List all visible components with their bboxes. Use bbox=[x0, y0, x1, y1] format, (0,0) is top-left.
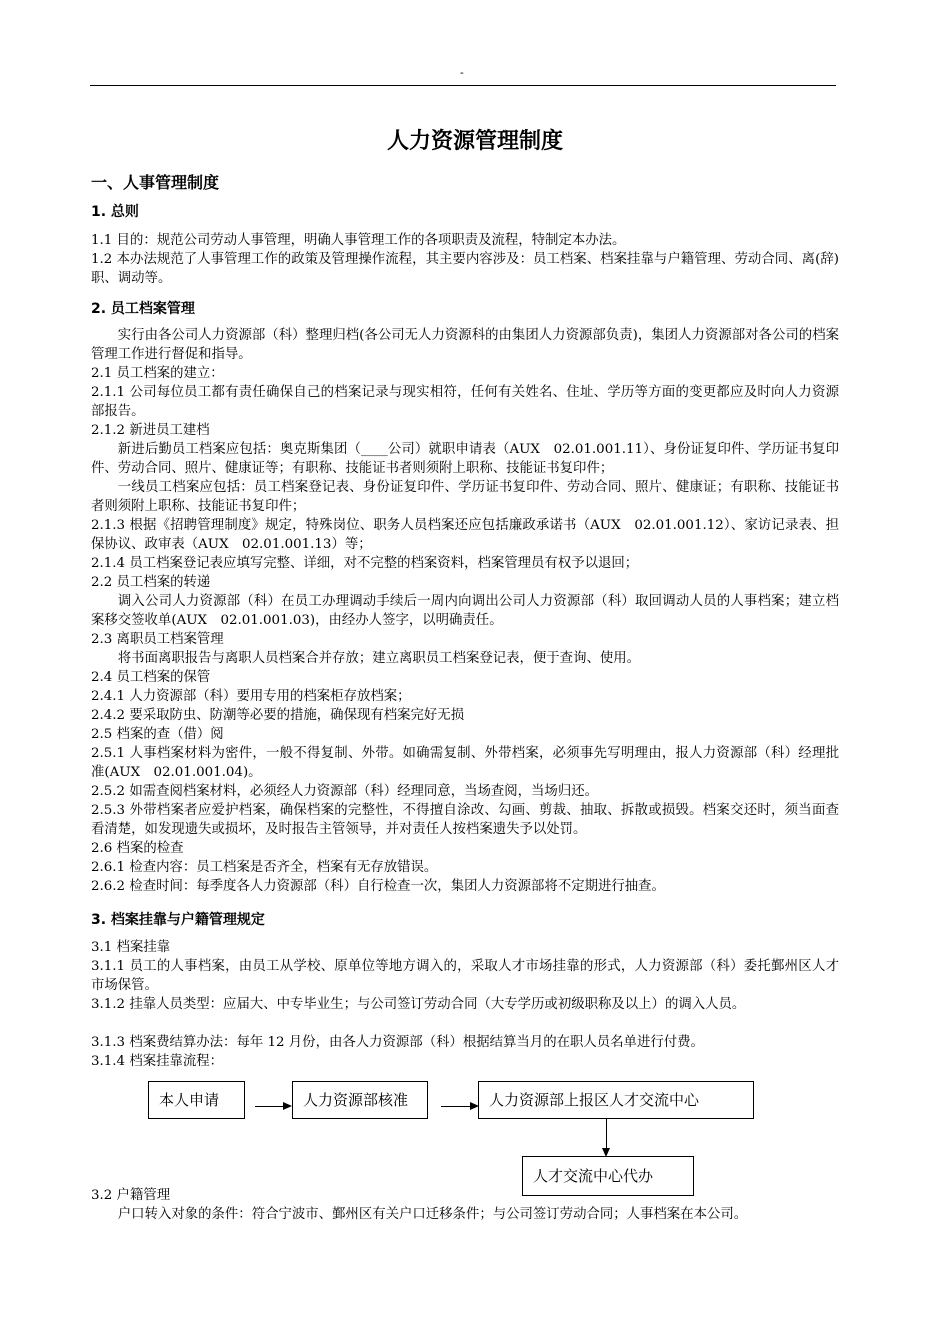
paragraph-2-5: 2.5 档案的查（借）阅 bbox=[91, 727, 224, 742]
paragraph-archives-intro: 实行由各公司人力资源部（科）整理归档(各公司无人力资源科的由集团人力资源部负责)，集团人力资源部对各公司的档案管理工作进行督促和指导。 bbox=[91, 328, 839, 362]
paragraph-purpose: 1.1 目的：规范公司劳动人事管理，明确人事管理工作的各项职责及流程，特制定本办法。 bbox=[91, 233, 626, 248]
heading-general: 1. 总则 bbox=[91, 204, 139, 220]
paragraph-2-6-1: 2.6.1 检查内容：员工档案是否齐全，档案有无存放错误。 bbox=[91, 860, 438, 875]
paragraph-2-1-1: 2.1.1 公司每位员工都有责任确保自己的档案记录与现实相符，任何有关姓名、住址、学历等方面的变更都应及时向人力资源部报告。 bbox=[91, 385, 839, 419]
paragraph-frontline-archive: 一线员工档案应包括：员工档案登记表、身份证复印件、学历证书复印件、劳动合同、照片、健康证；有职称、技能证书者则须附上职称、技能证书复印件； bbox=[91, 480, 839, 514]
paragraph-2-1-3: 2.1.3 根据《招聘管理制度》规定，特殊岗位、职务人员档案还应包括廉政承诺书（AUX 02.01.001.12）、家访记录表、担保协议、政审表（AUX 02.01.001.13）等； bbox=[91, 518, 839, 552]
header-rule bbox=[90, 85, 836, 86]
flow-step-apply: 本人申请 bbox=[148, 1081, 245, 1119]
paragraph-2-2: 2.2 员工档案的转递 bbox=[91, 575, 211, 590]
paragraph-2-4-2: 2.4.2 要采取防虫、防潮等必要的措施，确保现有档案完好无损 bbox=[91, 708, 465, 723]
document-title: 人力资源管理制度 bbox=[386, 129, 563, 154]
paragraph-2-6-2: 2.6.2 检查时间：每季度各人力资源部（科）自行检查一次，集团人力资源部将不定期进行抽查。 bbox=[91, 879, 665, 894]
paragraph-2-1-4: 2.1.4 员工档案登记表应填写完整、详细，对不完整的档案资料，档案管理员有权予以退回； bbox=[91, 556, 639, 571]
heading-employee-archives: 2. 员工档案管理 bbox=[91, 301, 195, 317]
paragraph-2-5-2: 2.5.2 如需查阅档案材料，必须经人力资源部（科）经理同意，当场查阅，当场归还。 bbox=[91, 784, 598, 799]
flow-arrow-1-icon bbox=[255, 1106, 290, 1107]
paragraph-household: 户口转入对象的条件：符合宁波市、鄞州区有关户口迁移条件；与公司签订劳动合同；人事档案在本公司。 bbox=[117, 1207, 748, 1222]
paragraph-3-1-1: 3.1.1 员工的人事档案，由员工从学校、原单位等地方调入的，采取人才市场挂靠的形式，人力资源部（科）委托鄞州区人才市场保管。 bbox=[91, 959, 839, 993]
paragraph-2-1-2: 2.1.2 新进员工建档 bbox=[91, 423, 210, 438]
flow-step-center-handles: 人才交流中心代办 bbox=[522, 1156, 694, 1196]
paragraph-3-1-4: 3.1.4 档案挂靠流程： bbox=[91, 1054, 224, 1069]
paragraph-resigned-archive: 将书面离职报告与离职人员档案合并存放；建立离职员工档案登记表，便于查询、使用。 bbox=[117, 651, 641, 666]
paragraph-3-2: 3.2 户籍管理 bbox=[91, 1188, 171, 1203]
flow-arrow-3-icon bbox=[606, 1119, 607, 1155]
paragraph-3-1: 3.1 档案挂靠 bbox=[91, 940, 171, 955]
paragraph-2-5-3: 2.5.3 外带档案者应爱护档案，确保档案的完整性，不得擅自涂改、勾画、剪裁、抽取、拆散或损毁。档案交还时，须当面查看清楚，如发现遗失或损坏，及时报告主管领导，并对责任人按档案遗失予以处罚。 bbox=[91, 803, 839, 837]
paragraph-scope: 1.2 本办法规范了人事管理工作的政策及管理操作流程，其主要内容涉及：员工档案、档案挂靠与户籍管理、劳动合同、离(辞)职、调动等。 bbox=[91, 252, 839, 286]
page-header-mark: - bbox=[460, 66, 464, 79]
paragraph-2-4: 2.4 员工档案的保管 bbox=[91, 670, 211, 685]
paragraph-2-6: 2.6 档案的检查 bbox=[91, 841, 184, 856]
paragraph-3-1-3: 3.1.3 档案费结算办法：每年 12 月份，由各人力资源部（科）根据结算当月的在职人员名单进行付费。 bbox=[91, 1035, 704, 1050]
paragraph-new-staff-archive: 新进后勤员工档案应包括：奥克斯集团（____公司）就职申请表（AUX 02.01.001.11）、身份证复印件、学历证书复印件、劳动合同、照片、健康证等；有职称、技能证书者则须附上职称、技能证书复印件； bbox=[91, 442, 839, 476]
paragraph-transfer: 调入公司人力资源部（科）在员工办理调动手续后一周内向调出公司人力资源部（科）取回调动人员的人事档案；建立档案移交签收单(AUX 02.01.001.03)，由经办人签字，以明确责任。 bbox=[91, 594, 839, 628]
flow-step-hr-approve: 人力资源部核准 bbox=[292, 1081, 428, 1119]
heading-registry: 3. 档案挂靠与户籍管理规定 bbox=[91, 912, 265, 928]
paragraph-3-1-2: 3.1.2 挂靠人员类型：应届大、中专毕业生；与公司签订劳动合同（大专学历或初级职称及以上）的调入人员。 bbox=[91, 997, 746, 1012]
paragraph-2-5-1: 2.5.1 人事档案材料为密件，一般不得复制、外带。如确需复制、外带档案，必须事先写明理由，报人力资源部（科）经理批准(AUX 02.01.001.04)。 bbox=[91, 746, 839, 780]
flow-arrow-2-icon bbox=[441, 1106, 477, 1107]
paragraph-2-3: 2.3 离职员工档案管理 bbox=[91, 632, 224, 647]
paragraph-2-4-1: 2.4.1 人力资源部（科）要用专用的档案柜存放档案； bbox=[91, 689, 411, 704]
paragraph-2-1: 2.1 员工档案的建立： bbox=[91, 366, 224, 381]
section-heading-personnel: 一、人事管理制度 bbox=[91, 173, 220, 192]
flow-step-report-center: 人力资源部上报区人才交流中心 bbox=[478, 1081, 754, 1119]
